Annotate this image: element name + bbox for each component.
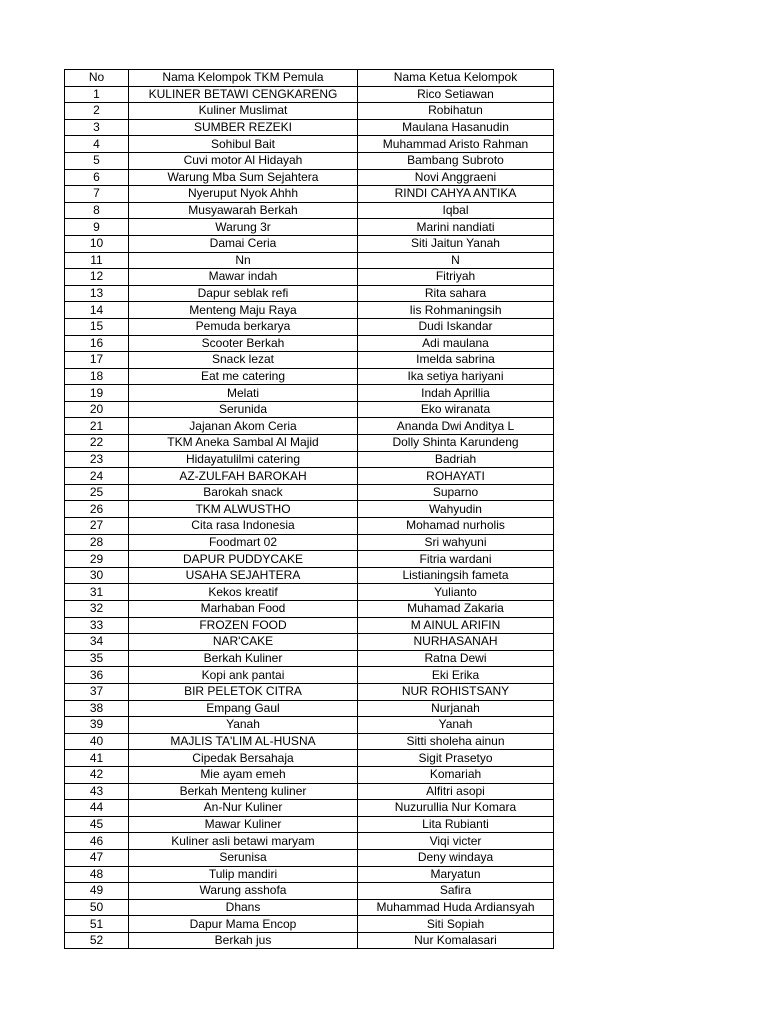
cell-group-name: Tulip mandiri — [129, 866, 358, 883]
table-row — [65, 650, 554, 667]
cell-no: 15 — [65, 318, 129, 335]
cell-group-name: Mie ayam emeh — [129, 766, 358, 783]
table-row — [65, 584, 554, 601]
table-row — [65, 401, 554, 418]
cell-leader-name: Muhammad Huda Ardiansyah — [358, 899, 554, 916]
cell-no: 52 — [65, 932, 129, 949]
cell-group-name: Nyeruput Nyok Ahhh — [129, 186, 358, 203]
cell-leader-name: Viqi victer — [358, 833, 554, 850]
table-row — [65, 352, 554, 369]
table-row — [65, 385, 554, 402]
cell-group-name: Snack lezat — [129, 352, 358, 369]
cell-group-name: FROZEN FOOD — [129, 617, 358, 634]
table-row — [65, 501, 554, 518]
cell-group-name: KULINER BETAWI CENGKARENG — [129, 86, 358, 103]
table-row — [65, 86, 554, 103]
cell-group-name: Mawar indah — [129, 269, 358, 286]
cell-no: 13 — [65, 285, 129, 302]
cell-group-name: BIR PELETOK CITRA — [129, 683, 358, 700]
cell-leader-name: Fitriyah — [358, 269, 554, 286]
cell-leader-name: Muhammad Aristo Rahman — [358, 136, 554, 153]
cell-group-name: Cita rasa Indonesia — [129, 518, 358, 535]
cell-no: 11 — [65, 252, 129, 269]
cell-no: 18 — [65, 368, 129, 385]
cell-leader-name: RINDI CAHYA ANTIKA — [358, 186, 554, 203]
cell-no: 25 — [65, 484, 129, 501]
cell-group-name: TKM ALWUSTHO — [129, 501, 358, 518]
cell-no: 17 — [65, 352, 129, 369]
cell-no: 32 — [65, 601, 129, 618]
cell-group-name: Warung Mba Sum Sejahtera — [129, 169, 358, 186]
cell-no: 6 — [65, 169, 129, 186]
cell-leader-name: Dolly Shinta Karundeng — [358, 435, 554, 452]
cell-leader-name: Marini nandiati — [358, 219, 554, 236]
cell-leader-name: Listianingsih fameta — [358, 567, 554, 584]
cell-no: 46 — [65, 833, 129, 850]
cell-leader-name: Rico Setiawan — [358, 86, 554, 103]
cell-leader-name: Badriah — [358, 451, 554, 468]
table-row — [65, 451, 554, 468]
cell-leader-name: Adi maulana — [358, 335, 554, 352]
cell-leader-name: Ika setiya hariyani — [358, 368, 554, 385]
cell-group-name: AZ-ZULFAH BAROKAH — [129, 468, 358, 485]
cell-no: 35 — [65, 650, 129, 667]
table-row — [65, 335, 554, 352]
cell-group-name: Barokah snack — [129, 484, 358, 501]
cell-no: 1 — [65, 86, 129, 103]
cell-leader-name: Rita sahara — [358, 285, 554, 302]
cell-no: 24 — [65, 468, 129, 485]
cell-leader-name: Imelda sabrina — [358, 352, 554, 369]
cell-no: 7 — [65, 186, 129, 203]
table-row — [65, 833, 554, 850]
header-no: No — [65, 70, 129, 87]
table-row — [65, 916, 554, 933]
cell-no: 2 — [65, 103, 129, 120]
table-row — [65, 601, 554, 618]
table-row — [65, 186, 554, 203]
cell-group-name: Eat me catering — [129, 368, 358, 385]
cell-no: 50 — [65, 899, 129, 916]
cell-leader-name: Sigit Prasetyo — [358, 750, 554, 767]
cell-no: 42 — [65, 766, 129, 783]
cell-leader-name: Novi Anggraeni — [358, 169, 554, 186]
cell-group-name: Warung asshofa — [129, 883, 358, 900]
cell-group-name: NAR'CAKE — [129, 634, 358, 651]
cell-group-name: Kopi ank pantai — [129, 667, 358, 684]
cell-no: 45 — [65, 816, 129, 833]
cell-no: 43 — [65, 783, 129, 800]
table-row — [65, 816, 554, 833]
cell-leader-name: Iqbal — [358, 202, 554, 219]
cell-leader-name: Nuzurullia Nur Komara — [358, 800, 554, 817]
cell-group-name: Mawar Kuliner — [129, 816, 358, 833]
cell-group-name: Musyawarah Berkah — [129, 202, 358, 219]
table-row — [65, 103, 554, 120]
cell-no: 31 — [65, 584, 129, 601]
cell-group-name: Sohibul Bait — [129, 136, 358, 153]
cell-group-name: Nn — [129, 252, 358, 269]
cell-leader-name: Iis Rohmaningsih — [358, 302, 554, 319]
cell-leader-name: Ratna Dewi — [358, 650, 554, 667]
cell-no: 3 — [65, 119, 129, 136]
cell-no: 37 — [65, 683, 129, 700]
cell-no: 12 — [65, 269, 129, 286]
cell-leader-name: Nurjanah — [358, 700, 554, 717]
cell-group-name: Dhans — [129, 899, 358, 916]
cell-no: 48 — [65, 866, 129, 883]
cell-leader-name: Lita Rubianti — [358, 816, 554, 833]
cell-no: 39 — [65, 717, 129, 734]
cell-no: 9 — [65, 219, 129, 236]
cell-group-name: Empang Gaul — [129, 700, 358, 717]
cell-no: 23 — [65, 451, 129, 468]
cell-group-name: Kuliner asli betawi maryam — [129, 833, 358, 850]
table-row — [65, 932, 554, 949]
table-row — [65, 617, 554, 634]
cell-group-name: SUMBER REZEKI — [129, 119, 358, 136]
cell-group-name: Dapur Mama Encop — [129, 916, 358, 933]
table-row — [65, 700, 554, 717]
cell-leader-name: Alfitri asopi — [358, 783, 554, 800]
table-row — [65, 219, 554, 236]
cell-group-name: Warung 3r — [129, 219, 358, 236]
cell-no: 14 — [65, 302, 129, 319]
cell-leader-name: Robihatun — [358, 103, 554, 120]
table-row — [65, 285, 554, 302]
table-row — [65, 683, 554, 700]
cell-leader-name: Deny windaya — [358, 849, 554, 866]
cell-group-name: Foodmart 02 — [129, 534, 358, 551]
cell-group-name: MAJLIS TA'LIM AL-HUSNA — [129, 733, 358, 750]
cell-leader-name: M AINUL ARIFIN — [358, 617, 554, 634]
table-row — [65, 368, 554, 385]
cell-leader-name: Maryatun — [358, 866, 554, 883]
cell-no: 34 — [65, 634, 129, 651]
cell-leader-name: Eko wiranata — [358, 401, 554, 418]
table-row — [65, 152, 554, 169]
cell-leader-name: Sri wahyuni — [358, 534, 554, 551]
cell-group-name: Berkah jus — [129, 932, 358, 949]
cell-no: 10 — [65, 235, 129, 252]
table-row — [65, 866, 554, 883]
cell-group-name: Menteng Maju Raya — [129, 302, 358, 319]
cell-leader-name: Sitti sholeha ainun — [358, 733, 554, 750]
cell-no: 20 — [65, 401, 129, 418]
cell-no: 26 — [65, 501, 129, 518]
cell-no: 38 — [65, 700, 129, 717]
cell-group-name: Dapur seblak refi — [129, 285, 358, 302]
table-row — [65, 766, 554, 783]
table-row — [65, 136, 554, 153]
cell-group-name: Kekos kreatif — [129, 584, 358, 601]
cell-group-name: Cipedak Bersahaja — [129, 750, 358, 767]
cell-leader-name: Muhamad Zakaria — [358, 601, 554, 618]
cell-group-name: Marhaban Food — [129, 601, 358, 618]
cell-group-name: DAPUR PUDDYCAKE — [129, 551, 358, 568]
cell-no: 22 — [65, 435, 129, 452]
cell-group-name: An-Nur Kuliner — [129, 800, 358, 817]
cell-no: 28 — [65, 534, 129, 551]
table-row — [65, 435, 554, 452]
table-row — [65, 783, 554, 800]
cell-leader-name: Wahyudin — [358, 501, 554, 518]
table-row — [65, 551, 554, 568]
cell-group-name: Berkah Kuliner — [129, 650, 358, 667]
table-row — [65, 800, 554, 817]
cell-group-name: USAHA SEJAHTERA — [129, 567, 358, 584]
table-row — [65, 567, 554, 584]
cell-no: 30 — [65, 567, 129, 584]
cell-leader-name: NURHASANAH — [358, 634, 554, 651]
table-row — [65, 717, 554, 734]
table-row — [65, 484, 554, 501]
cell-group-name: Kuliner Muslimat — [129, 103, 358, 120]
cell-leader-name: Safira — [358, 883, 554, 900]
cell-leader-name: NUR ROHISTSANY — [358, 683, 554, 700]
cell-leader-name: Suparno — [358, 484, 554, 501]
cell-leader-name: Bambang Subroto — [358, 152, 554, 169]
table-row — [65, 235, 554, 252]
cell-leader-name: Fitria wardani — [358, 551, 554, 568]
header-leader-name: Nama Ketua Kelompok — [358, 70, 554, 87]
table-row — [65, 518, 554, 535]
cell-group-name: Damai Ceria — [129, 235, 358, 252]
cell-no: 19 — [65, 385, 129, 402]
table-row — [65, 252, 554, 269]
cell-no: 16 — [65, 335, 129, 352]
cell-no: 36 — [65, 667, 129, 684]
table-row — [65, 468, 554, 485]
cell-group-name: Jajanan Akom Ceria — [129, 418, 358, 435]
cell-no: 51 — [65, 916, 129, 933]
cell-group-name: Serunisa — [129, 849, 358, 866]
table-body — [65, 86, 554, 949]
table-row — [65, 318, 554, 335]
cell-group-name: Pemuda berkarya — [129, 318, 358, 335]
table-row — [65, 302, 554, 319]
cell-group-name: Serunida — [129, 401, 358, 418]
table-row — [65, 202, 554, 219]
cell-no: 5 — [65, 152, 129, 169]
table-row — [65, 119, 554, 136]
cell-leader-name: Ananda Dwi Anditya L — [358, 418, 554, 435]
cell-leader-name: Siti Jaitun Yanah — [358, 235, 554, 252]
cell-no: 21 — [65, 418, 129, 435]
cell-leader-name: Nur Komalasari — [358, 932, 554, 949]
cell-leader-name: Komariah — [358, 766, 554, 783]
table-row — [65, 750, 554, 767]
cell-group-name: TKM Aneka Sambal Al Majid — [129, 435, 358, 452]
cell-group-name: Hidayatulilmi catering — [129, 451, 358, 468]
table-row — [65, 418, 554, 435]
table-row — [65, 169, 554, 186]
cell-leader-name: Mohamad nurholis — [358, 518, 554, 535]
table-row — [65, 634, 554, 651]
cell-no: 40 — [65, 733, 129, 750]
header-row — [65, 70, 554, 87]
cell-leader-name: Eki Erika — [358, 667, 554, 684]
cell-leader-name: Yulianto — [358, 584, 554, 601]
table-row — [65, 733, 554, 750]
cell-group-name: Melati — [129, 385, 358, 402]
cell-group-name: Yanah — [129, 717, 358, 734]
cell-no: 41 — [65, 750, 129, 767]
table-row — [65, 883, 554, 900]
cell-leader-name: Siti Sopiah — [358, 916, 554, 933]
cell-group-name: Cuvi motor Al Hidayah — [129, 152, 358, 169]
group-table — [64, 69, 554, 949]
table-row — [65, 269, 554, 286]
cell-no: 8 — [65, 202, 129, 219]
cell-group-name: Berkah Menteng kuliner — [129, 783, 358, 800]
cell-no: 29 — [65, 551, 129, 568]
table-row — [65, 667, 554, 684]
cell-no: 49 — [65, 883, 129, 900]
cell-leader-name: ROHAYATI — [358, 468, 554, 485]
cell-no: 27 — [65, 518, 129, 535]
cell-leader-name: N — [358, 252, 554, 269]
cell-leader-name: Indah Aprillia — [358, 385, 554, 402]
cell-no: 44 — [65, 800, 129, 817]
header-group-name: Nama Kelompok TKM Pemula — [129, 70, 358, 87]
table-row — [65, 849, 554, 866]
cell-leader-name: Dudi Iskandar — [358, 318, 554, 335]
table-row — [65, 899, 554, 916]
cell-no: 47 — [65, 849, 129, 866]
cell-no: 33 — [65, 617, 129, 634]
table-row — [65, 534, 554, 551]
cell-no: 4 — [65, 136, 129, 153]
cell-leader-name: Maulana Hasanudin — [358, 119, 554, 136]
cell-leader-name: Yanah — [358, 717, 554, 734]
cell-group-name: Scooter Berkah — [129, 335, 358, 352]
